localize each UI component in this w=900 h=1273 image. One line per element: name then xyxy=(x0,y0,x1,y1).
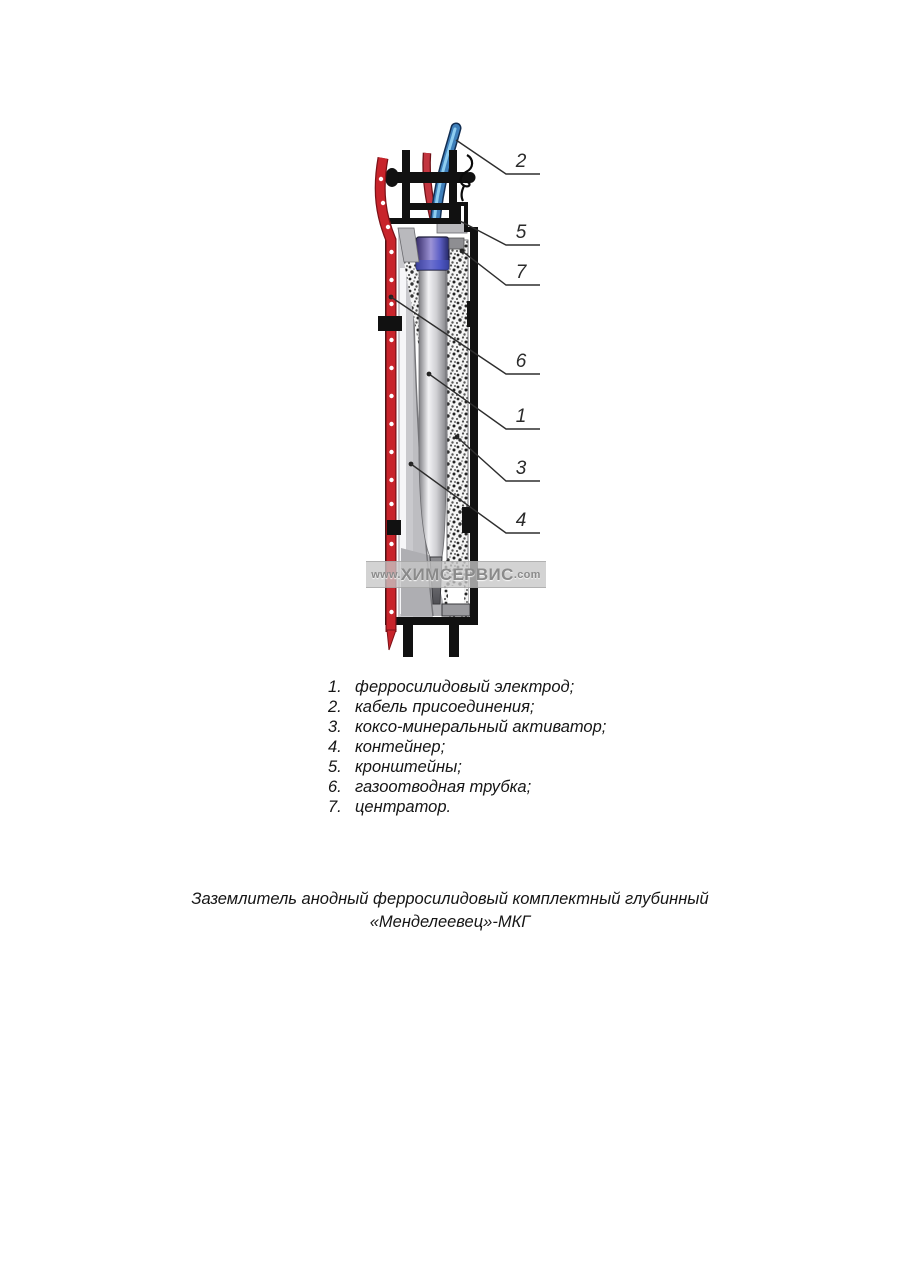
legend-item-label: кабель присоединения; xyxy=(355,698,535,716)
legend-item xyxy=(328,677,606,697)
watermark xyxy=(366,561,546,588)
legend-item-label: коксо-минеральный активатор; xyxy=(355,718,607,736)
watermark-brand: ХИМСЕРВИС xyxy=(400,564,514,584)
legend-item-number: 5. xyxy=(328,758,342,776)
legend-item-number: 3. xyxy=(328,718,342,736)
callout-1: 1 xyxy=(515,406,527,427)
legend-item-number: 1. xyxy=(328,678,342,696)
legend-item xyxy=(328,797,606,817)
legend-item-label: контейнер; xyxy=(355,738,446,756)
legend-item xyxy=(328,777,606,797)
callout-6: 6 xyxy=(515,351,527,372)
fastener xyxy=(462,507,474,533)
support-leg xyxy=(403,625,413,657)
legend-item-number: 4. xyxy=(328,738,342,756)
tube-clamp xyxy=(378,316,402,331)
legend-item-label: центратор. xyxy=(355,798,452,816)
tube-clamp xyxy=(387,520,401,535)
legend-item xyxy=(328,757,606,777)
caption-line-2: «Менделеевец»-МКГ xyxy=(369,913,531,931)
watermark-suffix: .com xyxy=(513,568,541,581)
watermark-prefix: www. xyxy=(371,568,401,581)
legend-item-label: кронштейны; xyxy=(355,758,462,776)
callout-3: 3 xyxy=(515,458,527,479)
fastener xyxy=(467,301,478,327)
support-leg xyxy=(449,625,459,657)
caption-line-1: Заземлитель анодный ферросилидовый комплектный глубинный xyxy=(191,890,709,908)
legend-item-number: 7. xyxy=(328,798,342,816)
legend-item-number: 6. xyxy=(328,778,342,796)
callout-7: 7 xyxy=(515,262,527,283)
legend-item xyxy=(328,737,606,757)
legend-list xyxy=(328,677,606,817)
figure-caption xyxy=(0,888,900,934)
callout-4: 4 xyxy=(515,510,527,531)
callout-2: 2 xyxy=(515,151,527,172)
callout-5: 5 xyxy=(515,222,527,243)
legend-item-label: ферросилидовый электрод; xyxy=(355,678,575,696)
container-body xyxy=(385,202,478,657)
legend-item-label: газоотводная трубка; xyxy=(355,778,532,796)
legend-item xyxy=(328,697,606,717)
legend-item xyxy=(328,717,606,737)
device-diagram xyxy=(330,115,560,680)
legend-item-number: 2. xyxy=(328,698,342,716)
centralizer xyxy=(416,237,449,270)
